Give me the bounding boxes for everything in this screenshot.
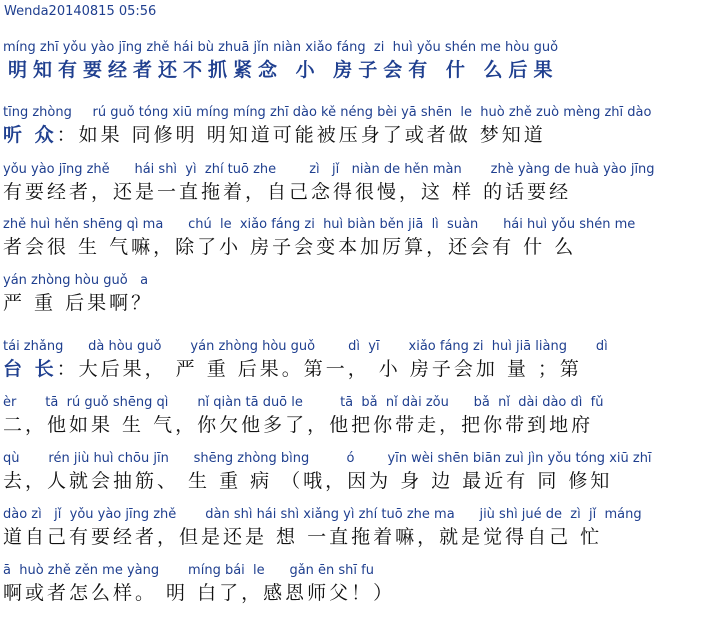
hanzi-line: 去，人就会抽筋、 生 重 病 （哦，因为 身 边 最近有 同 修知 (3, 470, 613, 492)
pinyin-line: ā huò zhě zěn me yàng míng bái le gǎn ēn shī fu (3, 563, 374, 578)
hanzi-line: 严 重 后果啊？ (3, 292, 154, 314)
pinyin-line: dào zì jǐ yǒu yào jīng zhě dàn shì hái shì xiǎng yì zhí tuō zhe ma jiù shì jué de zì jǐ máng (3, 507, 642, 522)
speaker-label-master: 台 长 (3, 358, 57, 380)
hanzi-line: 有要经者，还是一直拖着，自己念得很慢，这 样 的话要经 (3, 181, 572, 203)
pinyin-line: èr tā rú guǒ shēng qì nǐ qiàn tā duō le tā bǎ nǐ dài zǒu bǎ nǐ dài dào dì fǔ (3, 395, 604, 410)
timestamp-header: Wenda20140815 05:56 (4, 4, 157, 19)
pinyin-line: tīng zhòng rú guǒ tóng xiū míng míng zhī dào kě néng bèi yā shēn le huò zhě zuò mèng zhī dào (3, 105, 652, 120)
hanzi-line: 二，他如果 生 气，你欠他多了，他把你带走，把你带到地府 (3, 414, 594, 436)
hanzi-text: ：大后果， 严 重 后果。第一， 小 房子会加 量 ；第 (56, 358, 582, 380)
hanzi-line: 啊或者怎么样。 明 白了，感恩师父！） (3, 582, 396, 604)
pinyin-line: zhě huì hěn shēng qì ma chú le xiǎo fáng zi huì biàn běn jiā lì suàn hái huì yǒu shén me (3, 217, 636, 232)
hanzi-line: 者会很 生 气嘛，除了小 房子会变本加厉算，还会有 什 么 (3, 236, 577, 258)
title-hanzi: 明知有要经者还不抓紧念 小 房子会有 什 么后果 (8, 59, 559, 81)
hanzi-text: ：如果 同修明 明知道可能被压身了或者做 梦知道 (56, 124, 546, 146)
pinyin-line: qù rén jiù huì chōu jīn shēng zhòng bìng ó yīn wèi shēn biān zuì jìn yǒu tóng xiū zhī (3, 451, 652, 466)
title-pinyin: míng zhī yǒu yào jīng zhě hái bù zhuā jǐn niàn xiǎo fáng zi huì yǒu shén me hòu guǒ (3, 40, 559, 55)
pinyin-line: tái zhǎng dà hòu guǒ yán zhòng hòu guǒ dì yī xiǎo fáng zi huì jiā liàng dì (3, 339, 608, 354)
hanzi-line (3, 123, 546, 147)
pinyin-line: yǒu yào jīng zhě hái shì yì zhí tuō zhe zì jǐ niàn de hěn màn zhè yàng de huà yào jīng (3, 162, 655, 177)
pinyin-line: yán zhòng hòu guǒ a (3, 273, 149, 288)
hanzi-line: 道自己有要经者，但是还是 想 一直拖着嘛，就是觉得自己 忙 (3, 526, 603, 548)
hanzi-line (3, 357, 582, 381)
speaker-label-listener: 听 众 (3, 124, 57, 146)
